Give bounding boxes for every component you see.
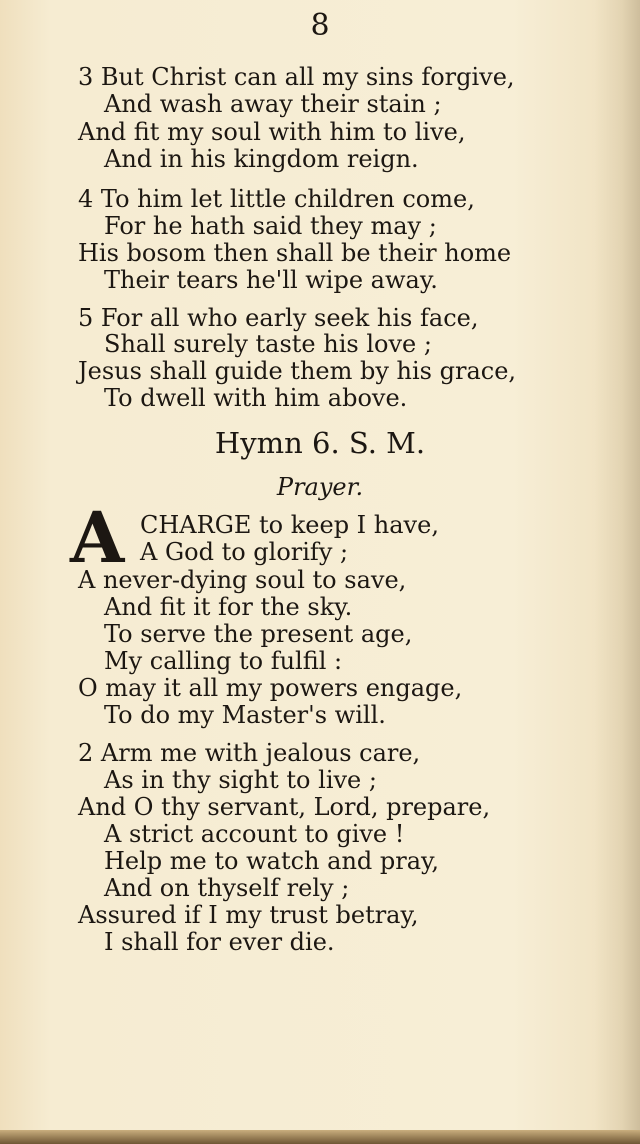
- page-bottom-edge: [0, 1130, 640, 1144]
- hymn-title: Hymn 6. S. M.: [214, 426, 426, 460]
- verse-line: CHARGE to keep I have,: [140, 511, 439, 539]
- verse-line: For he hath said they may ;: [104, 212, 437, 240]
- verse-number: 3: [78, 63, 94, 91]
- verse-line: And fit my soul with him to live,: [78, 118, 466, 146]
- verse-line: A strict account to give !: [104, 820, 405, 848]
- verse-line: 4 To him let little children come,: [78, 185, 475, 213]
- verse-line: O may it all my powers engage,: [78, 674, 463, 702]
- drop-cap: A: [70, 496, 125, 579]
- verse-line: As in thy sight to live ;: [104, 766, 377, 794]
- verse-line: 3 But Christ can all my sins forgive,: [78, 63, 515, 91]
- page-edge-shadow: [594, 0, 640, 1144]
- verse-line: To dwell with him above.: [104, 384, 408, 412]
- verse-line: To do my Master's will.: [104, 701, 386, 729]
- verse-line: 2 Arm me with jealous care,: [78, 739, 421, 767]
- verse-line: 5 For all who early seek his face,: [78, 304, 479, 332]
- hymn-subtitle: Prayer.: [276, 473, 364, 501]
- verse-line: And fit it for the sky.: [104, 593, 353, 621]
- verse-line: And on thyself rely ;: [104, 874, 350, 902]
- verse-number: 2: [78, 739, 94, 767]
- verse-line: A never-dying soul to save,: [78, 566, 407, 594]
- verse-line: His bosom then shall be their home: [78, 239, 512, 267]
- verse-line: A God to glorify ;: [140, 538, 349, 566]
- verse-number: 5: [78, 304, 94, 332]
- verse-line: And O thy servant, Lord, prepare,: [78, 793, 491, 821]
- verse-line: I shall for ever die.: [104, 928, 335, 956]
- verse-line: And in his kingdom reign.: [104, 145, 419, 173]
- verse-line: My calling to fulfil :: [104, 647, 343, 675]
- verse-line: Help me to watch and pray,: [104, 847, 440, 875]
- verse-line: And wash away their stain ;: [104, 90, 442, 118]
- page-number: 8: [310, 8, 330, 43]
- verse-number: 4: [78, 185, 94, 213]
- verse-line: Assured if I my trust betray,: [78, 901, 419, 929]
- verse-line: Jesus shall guide them by his grace,: [78, 357, 517, 385]
- verse-line: Shall surely taste his love ;: [104, 330, 432, 358]
- verse-line: Their tears he'll wipe away.: [104, 266, 438, 294]
- verse-line: To serve the present age,: [104, 620, 413, 648]
